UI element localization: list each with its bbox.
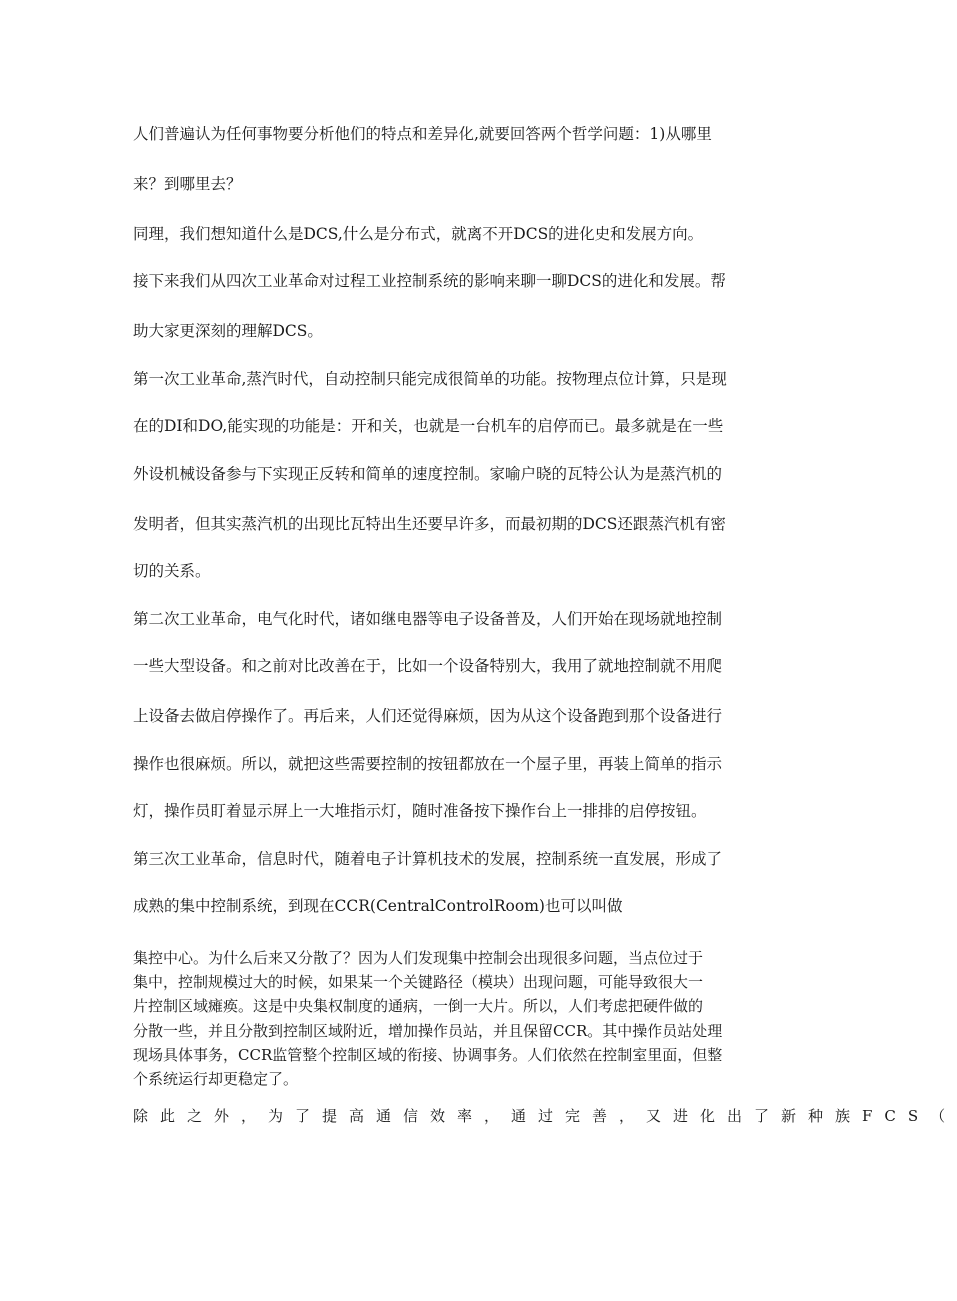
- text-line: 接下来我们从四次工业革命对过程工业控制系统的影响来聊一聊DCS的进化和发展。帮: [133, 272, 726, 290]
- text-line: 第二次工业革命，电气化时代，诸如继电器等电子设备普及，人们开始在现场就地控制: [133, 610, 723, 628]
- text-line: 上设备去做启停操作了。再后来，人们还觉得麻烦，因为从这个设备跑到那个设备进行: [133, 707, 723, 725]
- text-line: 个系统运行却更稳定了。: [133, 1070, 299, 1088]
- text-line: 操作也很麻烦。所以，就把这些需要控制的按钮都放在一个屋子里，再装上简单的指示: [133, 755, 723, 773]
- text-line: 在的DI和DO,能实现的功能是：开和关，也就是一台机车的启停而已。最多就是在一些: [133, 417, 724, 435]
- text-line: 分散一些，并且分散到控制区域附近，增加操作员站，并且保留CCR。其中操作员站处理: [133, 1022, 723, 1040]
- text-line: 来？到哪里去？: [133, 175, 242, 193]
- text-line: 第一次工业革命,蒸汽时代，自动控制只能完成很简单的功能。按物理点位计算，只是现: [133, 370, 727, 388]
- text-line: 现场具体事务，CCR监管整个控制区域的衔接、协调事务。人们依然在控制室里面，但整: [133, 1046, 723, 1064]
- text-line: 外设机械设备参与下实现正反转和简单的速度控制。家喻户晓的瓦特公认为是蒸汽机的: [133, 465, 723, 483]
- text-line: 发明者，但其实蒸汽机的出现比瓦特出生还要早许多，而最初期的DCS还跟蒸汽机有密: [133, 515, 726, 533]
- text-line: 除此之外，为了提高通信效率，通过完善，又进化出了新种族FCS（: [133, 1107, 957, 1125]
- text-line: 成熟的集中控制系统，到现在CCR(CentralControlRoom)也可以叫做: [133, 897, 623, 915]
- text-line: 片控制区域瘫痪。这是中央集权制度的通病，一倒一大片。所以，人们考虑把硬件做的: [133, 997, 704, 1015]
- text-line: 助大家更深刻的理解DCS。: [133, 322, 323, 340]
- text-line: 集控中心。为什么后来又分散了？因为人们发现集中控制会出现很多问题，当点位过于: [133, 949, 704, 967]
- text-line: 第三次工业革命，信息时代，随着电子计算机技术的发展，控制系统一直发展，形成了: [133, 850, 723, 868]
- text-line: 同理，我们想知道什么是DCS,什么是分布式，就离不开DCS的进化史和发展方向。: [133, 225, 704, 243]
- text-line: 人们普遍认为任何事物要分析他们的特点和差异化,就要回答两个哲学问题：1)从哪里: [133, 125, 712, 143]
- text-line: 切的关系。: [133, 562, 211, 580]
- text-line: 一些大型设备。和之前对比改善在于，比如一个设备特别大，我用了就地控制就不用爬: [133, 657, 723, 675]
- text-line: 灯，操作员盯着显示屏上一大堆指示灯，随时准备按下操作台上一排排的启停按钮。: [133, 802, 707, 820]
- text-line: 集中，控制规模过大的时候，如果某一个关键路径（模块）出现问题，可能导致很大一: [133, 973, 704, 991]
